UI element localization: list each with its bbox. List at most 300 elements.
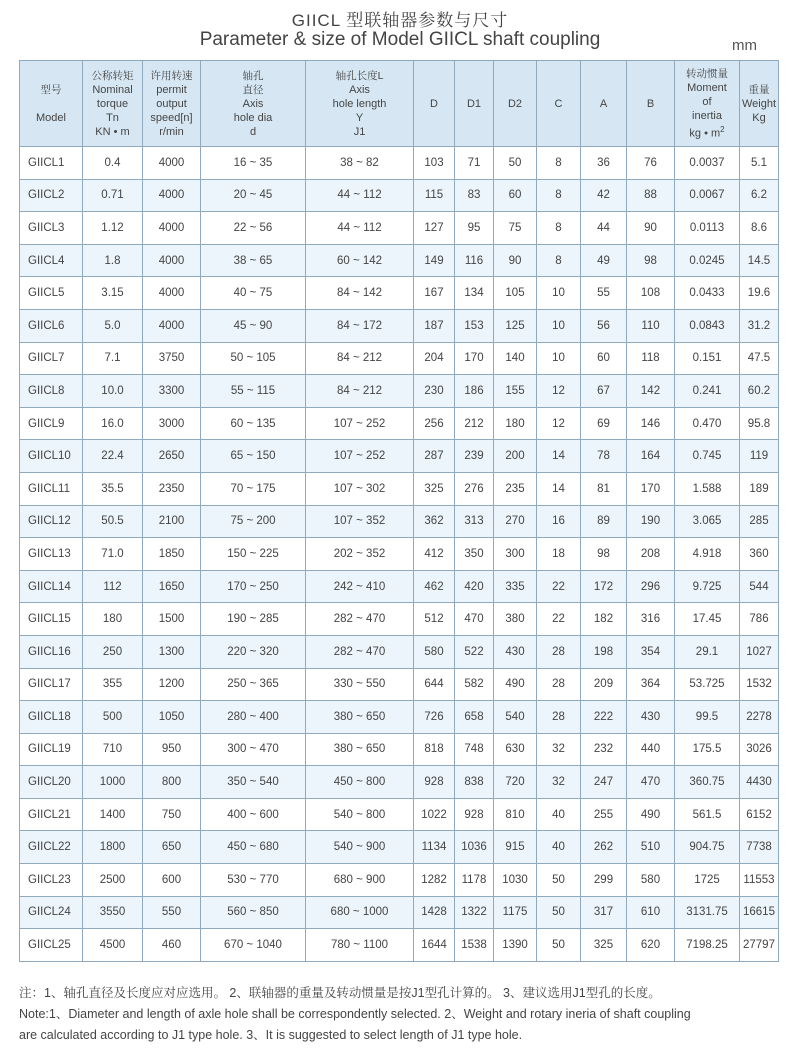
table-cell: 11553 [740, 864, 779, 897]
table-cell: 276 [455, 472, 494, 505]
table-cell: 530 ~ 770 [201, 864, 306, 897]
note-en-line1: Note:1、Diameter and length of axle hole shall be correspondently selected. 2、Weight and rotary ineria of shaft coupling [19, 1007, 691, 1021]
table-row [20, 733, 779, 766]
table-cell: 146 [627, 407, 675, 440]
table-cell: GIICL8 [20, 375, 83, 408]
table-cell: 4500 [83, 929, 143, 962]
table-row [20, 505, 779, 538]
table-cell: 44 ~ 112 [306, 212, 414, 245]
table-cell: 44 [581, 212, 627, 245]
table-cell: 420 [455, 570, 494, 603]
table-cell: 116 [455, 244, 494, 277]
table-row [20, 701, 779, 734]
table-row [20, 277, 779, 310]
table-cell: 5.0 [83, 309, 143, 342]
table-cell: 1.8 [83, 244, 143, 277]
table-cell: 1027 [740, 635, 779, 668]
table-cell: 299 [581, 864, 627, 897]
table-cell: 1644 [414, 929, 455, 962]
table-cell: 1178 [455, 864, 494, 897]
table-cell: 8 [537, 212, 581, 245]
table-cell: 335 [494, 570, 537, 603]
table-cell: 330 ~ 550 [306, 668, 414, 701]
table-row [20, 570, 779, 603]
table-cell: 28 [537, 668, 581, 701]
table-cell: 50 [537, 929, 581, 962]
table-cell: 3.15 [83, 277, 143, 310]
table-cell: 38 ~ 65 [201, 244, 306, 277]
table-cell: 89 [581, 505, 627, 538]
table-cell: 512 [414, 603, 455, 636]
table-cell: GIICL12 [20, 505, 83, 538]
table-cell: 84 ~ 172 [306, 309, 414, 342]
table-cell: 300 [494, 538, 537, 571]
table-cell: 50 [494, 147, 537, 180]
table-cell: 550 [143, 896, 201, 929]
table-cell: 786 [740, 603, 779, 636]
table-cell: 4.918 [675, 538, 740, 571]
table-row [20, 244, 779, 277]
table-cell: 53.725 [675, 668, 740, 701]
table-cell: 4000 [143, 179, 201, 212]
table-cell: 170 [455, 342, 494, 375]
table-cell: 6.2 [740, 179, 779, 212]
table-cell: 202 ~ 352 [306, 538, 414, 571]
table-row [20, 375, 779, 408]
table-row [20, 896, 779, 929]
table-cell: 950 [143, 733, 201, 766]
table-cell: 247 [581, 766, 627, 799]
header-inertia: 转动惯量 Moment of inertia kg • $m^2$ [675, 61, 740, 147]
table-cell: GIICL21 [20, 798, 83, 831]
table-cell: 2500 [83, 864, 143, 897]
table-cell: 10 [537, 277, 581, 310]
table-cell: 580 [627, 864, 675, 897]
table-cell: 255 [581, 798, 627, 831]
table-cell: 2100 [143, 505, 201, 538]
table-cell: 1.588 [675, 472, 740, 505]
table-cell: 83 [455, 179, 494, 212]
table-cell: 76 [627, 147, 675, 180]
table-cell: 928 [414, 766, 455, 799]
table-cell: 0.241 [675, 375, 740, 408]
table-cell: 220 ~ 320 [201, 635, 306, 668]
header-speed: 许用转速 permit output speed[n] r/min [143, 61, 201, 147]
table-cell: 17.45 [675, 603, 740, 636]
table-cell: 187 [414, 309, 455, 342]
table-cell: 16615 [740, 896, 779, 929]
table-cell: 280 ~ 400 [201, 701, 306, 734]
table-cell: 1134 [414, 831, 455, 864]
table-cell: 350 ~ 540 [201, 766, 306, 799]
table-cell: 710 [83, 733, 143, 766]
table-cell: 182 [581, 603, 627, 636]
table-cell: 670 ~ 1040 [201, 929, 306, 962]
table-cell: 430 [494, 635, 537, 668]
table-cell: 27797 [740, 929, 779, 962]
table-cell: 239 [455, 440, 494, 473]
table-cell: 4000 [143, 147, 201, 180]
table-cell: 0.0067 [675, 179, 740, 212]
header-d: D [414, 61, 455, 147]
table-cell: 105 [494, 277, 537, 310]
table-cell: 70 ~ 175 [201, 472, 306, 505]
table-cell: 50 ~ 105 [201, 342, 306, 375]
table-cell: 3131.75 [675, 896, 740, 929]
table-cell: 500 [83, 701, 143, 734]
table-cell: 60 ~ 142 [306, 244, 414, 277]
table-cell: 50 [537, 896, 581, 929]
table-cell: 0.0113 [675, 212, 740, 245]
table-cell: 490 [494, 668, 537, 701]
table-cell: 172 [581, 570, 627, 603]
table-cell: GIICL23 [20, 864, 83, 897]
table-cell: 250 ~ 365 [201, 668, 306, 701]
table-cell: 18 [537, 538, 581, 571]
header-torque: 公称转矩 Nominal torque Tn KN • m [83, 61, 143, 147]
table-cell: 450 ~ 680 [201, 831, 306, 864]
table-cell: 750 [143, 798, 201, 831]
table-cell: 1175 [494, 896, 537, 929]
table-cell: 5.1 [740, 147, 779, 180]
table-cell: 582 [455, 668, 494, 701]
table-cell: 600 [143, 864, 201, 897]
table-cell: 71.0 [83, 538, 143, 571]
table-row [20, 766, 779, 799]
table-cell: GIICL5 [20, 277, 83, 310]
table-body [20, 147, 779, 962]
table-cell: 1725 [675, 864, 740, 897]
table-row [20, 309, 779, 342]
table-cell: 10 [537, 342, 581, 375]
unit-label: mm [732, 37, 757, 54]
table-cell: 1050 [143, 701, 201, 734]
table-cell: 430 [627, 701, 675, 734]
table-cell: 222 [581, 701, 627, 734]
table-cell: 680 ~ 1000 [306, 896, 414, 929]
table-cell: 235 [494, 472, 537, 505]
table-cell: 107 ~ 252 [306, 407, 414, 440]
table-cell: 1390 [494, 929, 537, 962]
table-cell: GIICL9 [20, 407, 83, 440]
table-row [20, 407, 779, 440]
table-cell: 71 [455, 147, 494, 180]
table-cell: 1532 [740, 668, 779, 701]
table-cell: 1650 [143, 570, 201, 603]
table-cell: 470 [455, 603, 494, 636]
table-cell: 10.0 [83, 375, 143, 408]
table-cell: 204 [414, 342, 455, 375]
table-cell: 4000 [143, 277, 201, 310]
table-cell: 1500 [143, 603, 201, 636]
table-cell: 107 ~ 302 [306, 472, 414, 505]
table-cell: GIICL25 [20, 929, 83, 962]
table-cell: 14 [537, 440, 581, 473]
table-cell: 354 [627, 635, 675, 668]
table-cell: 7198.25 [675, 929, 740, 962]
table-cell: 167 [414, 277, 455, 310]
table-cell: 180 [83, 603, 143, 636]
table-cell: 28 [537, 701, 581, 734]
table-cell: 250 [83, 635, 143, 668]
table-cell: 95 [455, 212, 494, 245]
table-cell: 3300 [143, 375, 201, 408]
table-cell: 32 [537, 766, 581, 799]
table-cell: 287 [414, 440, 455, 473]
table-cell: GIICL15 [20, 603, 83, 636]
table-cell: 65 ~ 150 [201, 440, 306, 473]
table-cell: 313 [455, 505, 494, 538]
table-cell: GIICL22 [20, 831, 83, 864]
table-cell: 10 [537, 309, 581, 342]
table-cell: 153 [455, 309, 494, 342]
table-cell: 170 ~ 250 [201, 570, 306, 603]
table-cell: 630 [494, 733, 537, 766]
table-cell: 142 [627, 375, 675, 408]
table-cell: GIICL14 [20, 570, 83, 603]
table-cell: 81 [581, 472, 627, 505]
table-cell: 470 [627, 766, 675, 799]
table-cell: 108 [627, 277, 675, 310]
table-cell: 9.725 [675, 570, 740, 603]
header-c: C [537, 61, 581, 147]
table-cell: GIICL7 [20, 342, 83, 375]
table-cell: 544 [740, 570, 779, 603]
table-cell: 4000 [143, 309, 201, 342]
table-cell: 0.71 [83, 179, 143, 212]
spec-table [19, 60, 779, 962]
table-cell: 1282 [414, 864, 455, 897]
table-cell: 208 [627, 538, 675, 571]
table-cell: 36 [581, 147, 627, 180]
notes [19, 983, 789, 1046]
table-cell: 47.5 [740, 342, 779, 375]
table-cell: GIICL2 [20, 179, 83, 212]
header-d2: D2 [494, 61, 537, 147]
table-cell: 282 ~ 470 [306, 635, 414, 668]
table-cell: GIICL13 [20, 538, 83, 571]
table-cell: 107 ~ 252 [306, 440, 414, 473]
table-cell: 98 [581, 538, 627, 571]
table-row [20, 864, 779, 897]
header-weight: 重量 Weight Kg [740, 61, 779, 147]
table-cell: 440 [627, 733, 675, 766]
table-cell: 50 [537, 864, 581, 897]
table-row [20, 603, 779, 636]
table-cell: GIICL1 [20, 147, 83, 180]
table-cell: 400 ~ 600 [201, 798, 306, 831]
table-cell: 186 [455, 375, 494, 408]
table-cell: 7.1 [83, 342, 143, 375]
table-cell: 75 [494, 212, 537, 245]
table-cell: 1200 [143, 668, 201, 701]
table-cell: 3550 [83, 896, 143, 929]
note-cn: 注：1、轴孔直径及长度应对应选用。 2、联轴器的重量及转动惯量是按J1型孔计算的。 3、建议选用J1型孔的长度。 [19, 986, 661, 1000]
table-cell: 42 [581, 179, 627, 212]
table-cell: 818 [414, 733, 455, 766]
table-cell: 460 [143, 929, 201, 962]
table-row [20, 831, 779, 864]
table-cell: 1800 [83, 831, 143, 864]
table-cell: 40 [537, 798, 581, 831]
table-row [20, 538, 779, 571]
header-d1: D1 [455, 61, 494, 147]
table-cell: 110 [627, 309, 675, 342]
table-cell: 1022 [414, 798, 455, 831]
table-cell: 317 [581, 896, 627, 929]
table-cell: 49 [581, 244, 627, 277]
table-cell: 127 [414, 212, 455, 245]
table-cell: 610 [627, 896, 675, 929]
table-cell: 0.0433 [675, 277, 740, 310]
table-cell: 510 [627, 831, 675, 864]
table-cell: 1322 [455, 896, 494, 929]
table-cell: 8 [537, 147, 581, 180]
table-cell: 658 [455, 701, 494, 734]
table-cell: 84 ~ 142 [306, 277, 414, 310]
table-cell: 28 [537, 635, 581, 668]
table-cell: 8.6 [740, 212, 779, 245]
table-cell: GIICL20 [20, 766, 83, 799]
table-cell: 134 [455, 277, 494, 310]
table-cell: 50.5 [83, 505, 143, 538]
table-cell: 300 ~ 470 [201, 733, 306, 766]
table-cell: 462 [414, 570, 455, 603]
table-cell: 0.4 [83, 147, 143, 180]
table-cell: 0.470 [675, 407, 740, 440]
table-cell: 99.5 [675, 701, 740, 734]
table-cell: 726 [414, 701, 455, 734]
table-cell: 3750 [143, 342, 201, 375]
page-title-cn: GIICL 型联轴器参数与尺寸 [291, 11, 509, 30]
table-cell: 88 [627, 179, 675, 212]
table-cell: 175.5 [675, 733, 740, 766]
table-cell: 150 ~ 225 [201, 538, 306, 571]
table-cell: 285 [740, 505, 779, 538]
note-en-line2: are calculated according to J1 type hole. 3、It is suggested to select length of J1 type hole. [19, 1028, 523, 1042]
table-cell: 6152 [740, 798, 779, 831]
table-cell: 620 [627, 929, 675, 962]
table-cell: 0.745 [675, 440, 740, 473]
table-cell: GIICL17 [20, 668, 83, 701]
table-cell: 0.0037 [675, 147, 740, 180]
table-cell: 212 [455, 407, 494, 440]
table-cell: 2350 [143, 472, 201, 505]
table-cell: 490 [627, 798, 675, 831]
table-row [20, 212, 779, 245]
table-cell: 189 [740, 472, 779, 505]
table-cell: GIICL11 [20, 472, 83, 505]
table-cell: 2650 [143, 440, 201, 473]
table-cell: 12 [537, 375, 581, 408]
table-cell: 35.5 [83, 472, 143, 505]
table-cell: 0.0843 [675, 309, 740, 342]
table-cell: 256 [414, 407, 455, 440]
table-cell: 560 ~ 850 [201, 896, 306, 929]
table-cell: 296 [627, 570, 675, 603]
table-cell: 40 [537, 831, 581, 864]
table-cell: 16 [537, 505, 581, 538]
table-cell: GIICL19 [20, 733, 83, 766]
table-cell: 748 [455, 733, 494, 766]
table-cell: 14 [537, 472, 581, 505]
table-cell: 198 [581, 635, 627, 668]
table-cell: 1030 [494, 864, 537, 897]
table-cell: 360 [740, 538, 779, 571]
table-cell: 180 [494, 407, 537, 440]
table-cell: 16.0 [83, 407, 143, 440]
table-row [20, 798, 779, 831]
table-cell: 44 ~ 112 [306, 179, 414, 212]
table-cell: 19.6 [740, 277, 779, 310]
table-cell: 60 [581, 342, 627, 375]
table-cell: 12 [537, 407, 581, 440]
table-cell: GIICL6 [20, 309, 83, 342]
table-cell: 380 ~ 650 [306, 701, 414, 734]
table-cell: 522 [455, 635, 494, 668]
table-cell: 60 ~ 135 [201, 407, 306, 440]
table-cell: 1850 [143, 538, 201, 571]
table-cell: 40 ~ 75 [201, 277, 306, 310]
table-cell: 60.2 [740, 375, 779, 408]
table-cell: 31.2 [740, 309, 779, 342]
table-cell: 75 ~ 200 [201, 505, 306, 538]
table-cell: 928 [455, 798, 494, 831]
table-cell: 98 [627, 244, 675, 277]
table-cell: 103 [414, 147, 455, 180]
table-cell: 915 [494, 831, 537, 864]
table-cell: 8 [537, 179, 581, 212]
table-cell: 1538 [455, 929, 494, 962]
table-cell: 800 [143, 766, 201, 799]
table-cell: 561.5 [675, 798, 740, 831]
table-cell: 125 [494, 309, 537, 342]
table-cell: 1.12 [83, 212, 143, 245]
table-cell: GIICL4 [20, 244, 83, 277]
table-cell: 1000 [83, 766, 143, 799]
table-cell: 112 [83, 570, 143, 603]
table-cell: 780 ~ 1100 [306, 929, 414, 962]
table-cell: 84 ~ 212 [306, 342, 414, 375]
table-cell: 69 [581, 407, 627, 440]
table-cell: 3000 [143, 407, 201, 440]
table-cell: 190 ~ 285 [201, 603, 306, 636]
table-cell: 1036 [455, 831, 494, 864]
table-cell: 360.75 [675, 766, 740, 799]
table-cell: GIICL3 [20, 212, 83, 245]
table-cell: 90 [627, 212, 675, 245]
table-cell: 325 [414, 472, 455, 505]
table-row [20, 668, 779, 701]
table-cell: 155 [494, 375, 537, 408]
table-cell: 115 [414, 179, 455, 212]
table-cell: 4000 [143, 244, 201, 277]
table-cell: 650 [143, 831, 201, 864]
table-cell: 1400 [83, 798, 143, 831]
table-cell: 60 [494, 179, 537, 212]
table-cell: 95.8 [740, 407, 779, 440]
table-cell: 4000 [143, 212, 201, 245]
table-cell: 22 [537, 603, 581, 636]
table-cell: 350 [455, 538, 494, 571]
table-cell: 140 [494, 342, 537, 375]
table-cell: 119 [740, 440, 779, 473]
table-cell: 4430 [740, 766, 779, 799]
table-cell: 364 [627, 668, 675, 701]
table-cell: 3026 [740, 733, 779, 766]
table-cell: 118 [627, 342, 675, 375]
table-cell: 540 ~ 900 [306, 831, 414, 864]
